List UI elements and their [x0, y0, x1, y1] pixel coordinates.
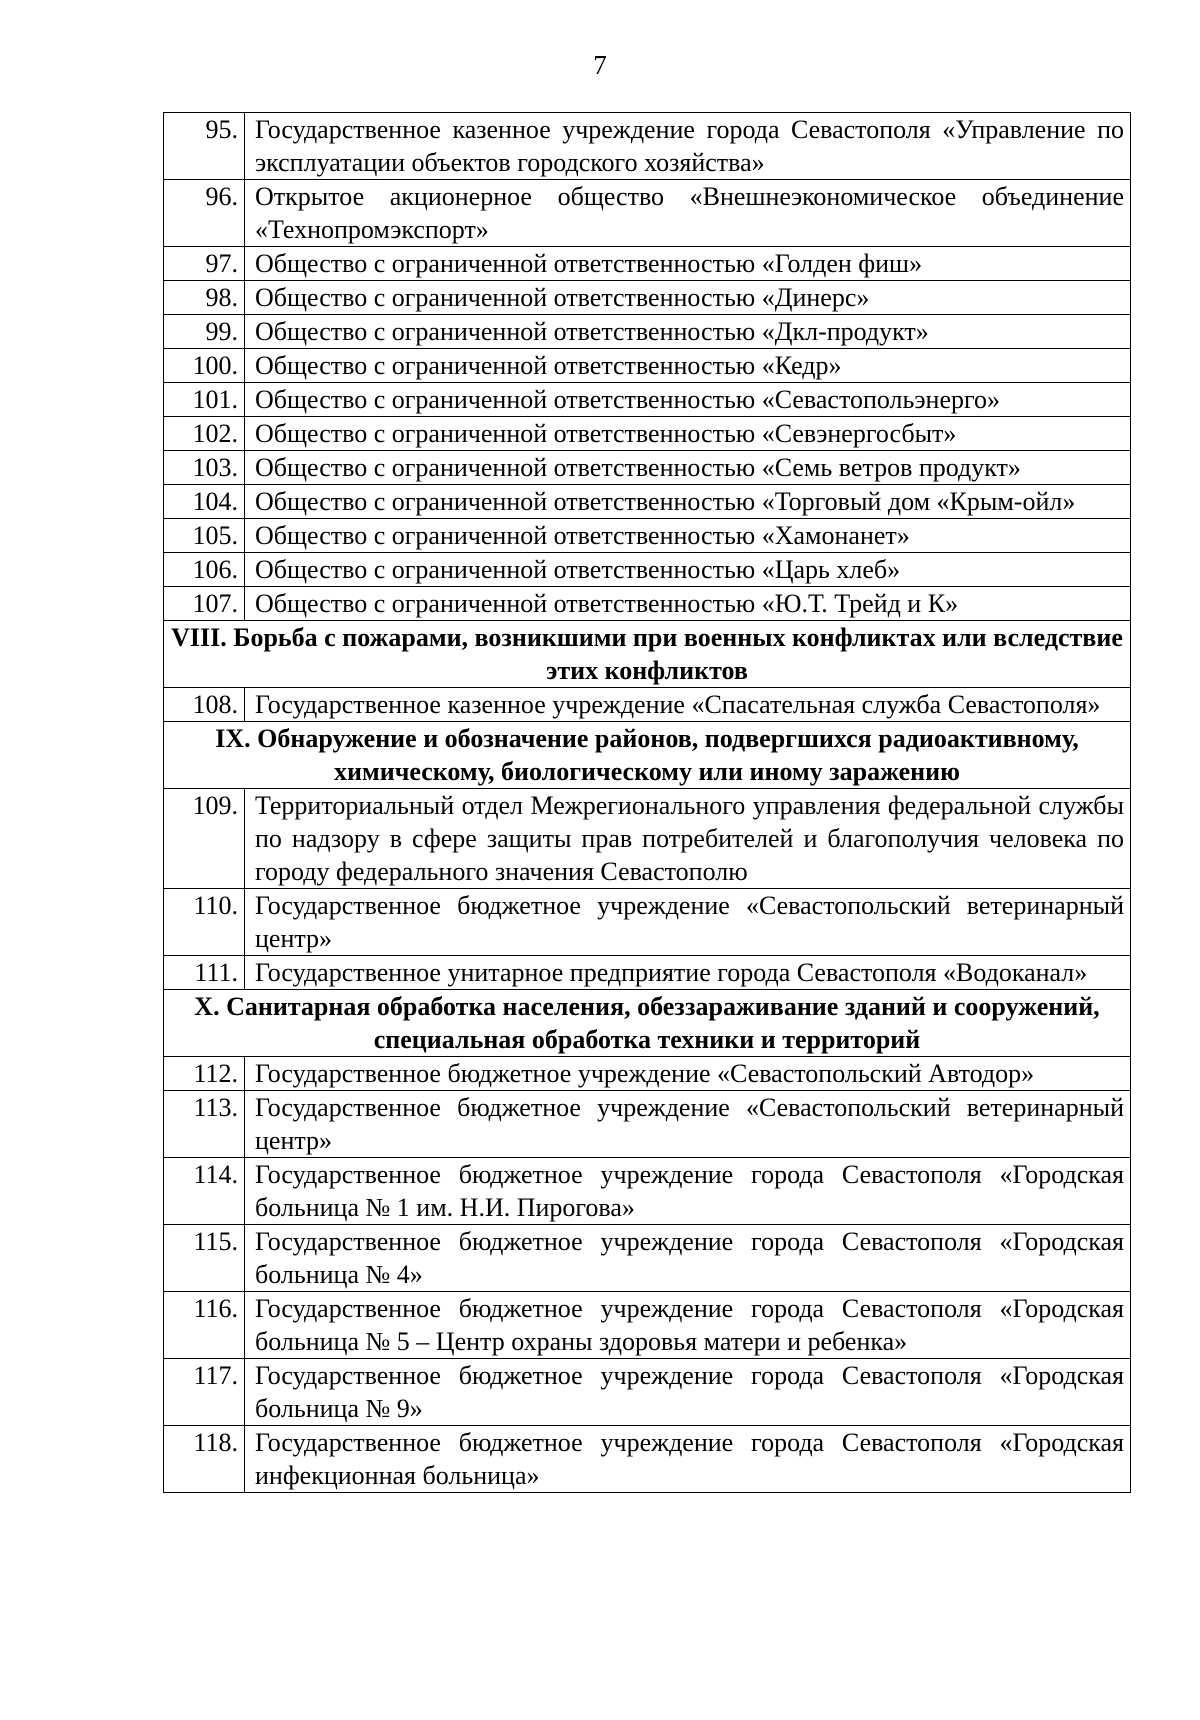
row-number: 106. — [164, 553, 245, 587]
row-number: 108. — [164, 688, 245, 722]
organization-name: Государственное бюджетное учреждение города Севастополя «Городская больница № 4» — [245, 1225, 1131, 1292]
organization-name: Государственное бюджетное учреждение города Севастополя «Городская больница № 5 – Центр охраны здоровья матери и ребенка» — [245, 1292, 1131, 1359]
row-number: 100. — [164, 349, 245, 383]
section-header-row — [164, 621, 1131, 688]
table-row — [164, 956, 1131, 990]
row-number: 110. — [164, 889, 245, 956]
organization-name: Общество с ограниченной ответственностью «Ю.Т. Трейд и К» — [245, 587, 1131, 621]
organization-name: Государственное бюджетное учреждение города Севастополя «Городская больница № 1 им. Н.И. Пирогова» — [245, 1158, 1131, 1225]
table-row — [164, 519, 1131, 553]
table-row — [164, 349, 1131, 383]
section-title: IX. Обнаружение и обозначение районов, подвергшихся радиоактивному, химическому, биологическому или иному заражению — [164, 722, 1131, 789]
organization-name: Государственное бюджетное учреждение «Севастопольский ветеринарный центр» — [245, 889, 1131, 956]
organization-name: Общество с ограниченной ответственностью «Кедр» — [245, 349, 1131, 383]
table-row — [164, 1091, 1131, 1158]
table-row — [164, 688, 1131, 722]
table-row — [164, 485, 1131, 519]
organization-name: Открытое акционерное общество «Внешнеэкономическое объединение «Технопромэкспорт» — [245, 180, 1131, 247]
organization-name: Государственное казенное учреждение города Севастополя «Управление по эксплуатации объектов городского хозяйства» — [245, 113, 1131, 180]
organizations-table — [163, 112, 1131, 1493]
row-number: 102. — [164, 417, 245, 451]
row-number: 109. — [164, 789, 245, 889]
row-number: 104. — [164, 485, 245, 519]
row-number: 114. — [164, 1158, 245, 1225]
organization-name: Государственное унитарное предприятие города Севастополя «Водоканал» — [245, 956, 1131, 990]
row-number: 115. — [164, 1225, 245, 1292]
row-number: 95. — [164, 113, 245, 180]
row-number: 111. — [164, 956, 245, 990]
organization-name: Территориальный отдел Межрегионального управления федеральной службы по надзору в сфере защиты прав потребителей и благополучия человека по городу федерального значения Севастополю — [245, 789, 1131, 889]
row-number: 116. — [164, 1292, 245, 1359]
organization-name: Государственное бюджетное учреждение города Севастополя «Городская инфекционная больница» — [245, 1426, 1131, 1493]
organization-name: Общество с ограниченной ответственностью «Хамонанет» — [245, 519, 1131, 553]
table-row — [164, 247, 1131, 281]
table-row — [164, 553, 1131, 587]
row-number: 96. — [164, 180, 245, 247]
table-row — [164, 587, 1131, 621]
row-number: 118. — [164, 1426, 245, 1493]
table-row — [164, 451, 1131, 485]
row-number: 113. — [164, 1091, 245, 1158]
section-title: X. Санитарная обработка населения, обеззараживание зданий и сооружений, специальная обработка техники и территорий — [164, 990, 1131, 1057]
row-number: 103. — [164, 451, 245, 485]
table-row — [164, 1359, 1131, 1426]
section-header-row — [164, 990, 1131, 1057]
table-row — [164, 281, 1131, 315]
page-number: 7 — [593, 50, 607, 80]
table-row — [164, 789, 1131, 889]
row-number: 97. — [164, 247, 245, 281]
table-row — [164, 113, 1131, 180]
organization-name: Общество с ограниченной ответственностью «Семь ветров продукт» — [245, 451, 1131, 485]
section-header-row — [164, 722, 1131, 789]
organization-name: Государственное бюджетное учреждение «Севастопольский Автодор» — [245, 1057, 1131, 1091]
organization-name: Государственное бюджетное учреждение города Севастополя «Городская больница № 9» — [245, 1359, 1131, 1426]
organization-name: Общество с ограниченной ответственностью «Динерс» — [245, 281, 1131, 315]
organization-name: Общество с ограниченной ответственностью «Царь хлеб» — [245, 553, 1131, 587]
table-row — [164, 1158, 1131, 1225]
organization-name: Общество с ограниченной ответственностью «Севастопольэнерго» — [245, 383, 1131, 417]
table-row — [164, 1292, 1131, 1359]
organization-name: Общество с ограниченной ответственностью «Севэнергосбыт» — [245, 417, 1131, 451]
organization-name: Общество с ограниченной ответственностью «Голден фиш» — [245, 247, 1131, 281]
row-number: 105. — [164, 519, 245, 553]
table-row — [164, 1225, 1131, 1292]
organization-name: Государственное бюджетное учреждение «Севастопольский ветеринарный центр» — [245, 1091, 1131, 1158]
table-row — [164, 383, 1131, 417]
table-row — [164, 315, 1131, 349]
row-number: 117. — [164, 1359, 245, 1426]
table-row — [164, 1426, 1131, 1493]
organization-name: Государственное казенное учреждение «Спасательная служба Севастополя» — [245, 688, 1131, 722]
row-number: 99. — [164, 315, 245, 349]
table-row — [164, 889, 1131, 956]
organizations-table-body — [164, 113, 1131, 1493]
table-row — [164, 1057, 1131, 1091]
organization-name: Общество с ограниченной ответственностью «Дкл-продукт» — [245, 315, 1131, 349]
row-number: 101. — [164, 383, 245, 417]
row-number: 112. — [164, 1057, 245, 1091]
table-row — [164, 417, 1131, 451]
section-title: VIII. Борьба с пожарами, возникшими при военных конфликтах или вследствие этих конфликтов — [164, 621, 1131, 688]
row-number: 98. — [164, 281, 245, 315]
organization-name: Общество с ограниченной ответственностью «Торговый дом «Крым-ойл» — [245, 485, 1131, 519]
row-number: 107. — [164, 587, 245, 621]
table-row — [164, 180, 1131, 247]
